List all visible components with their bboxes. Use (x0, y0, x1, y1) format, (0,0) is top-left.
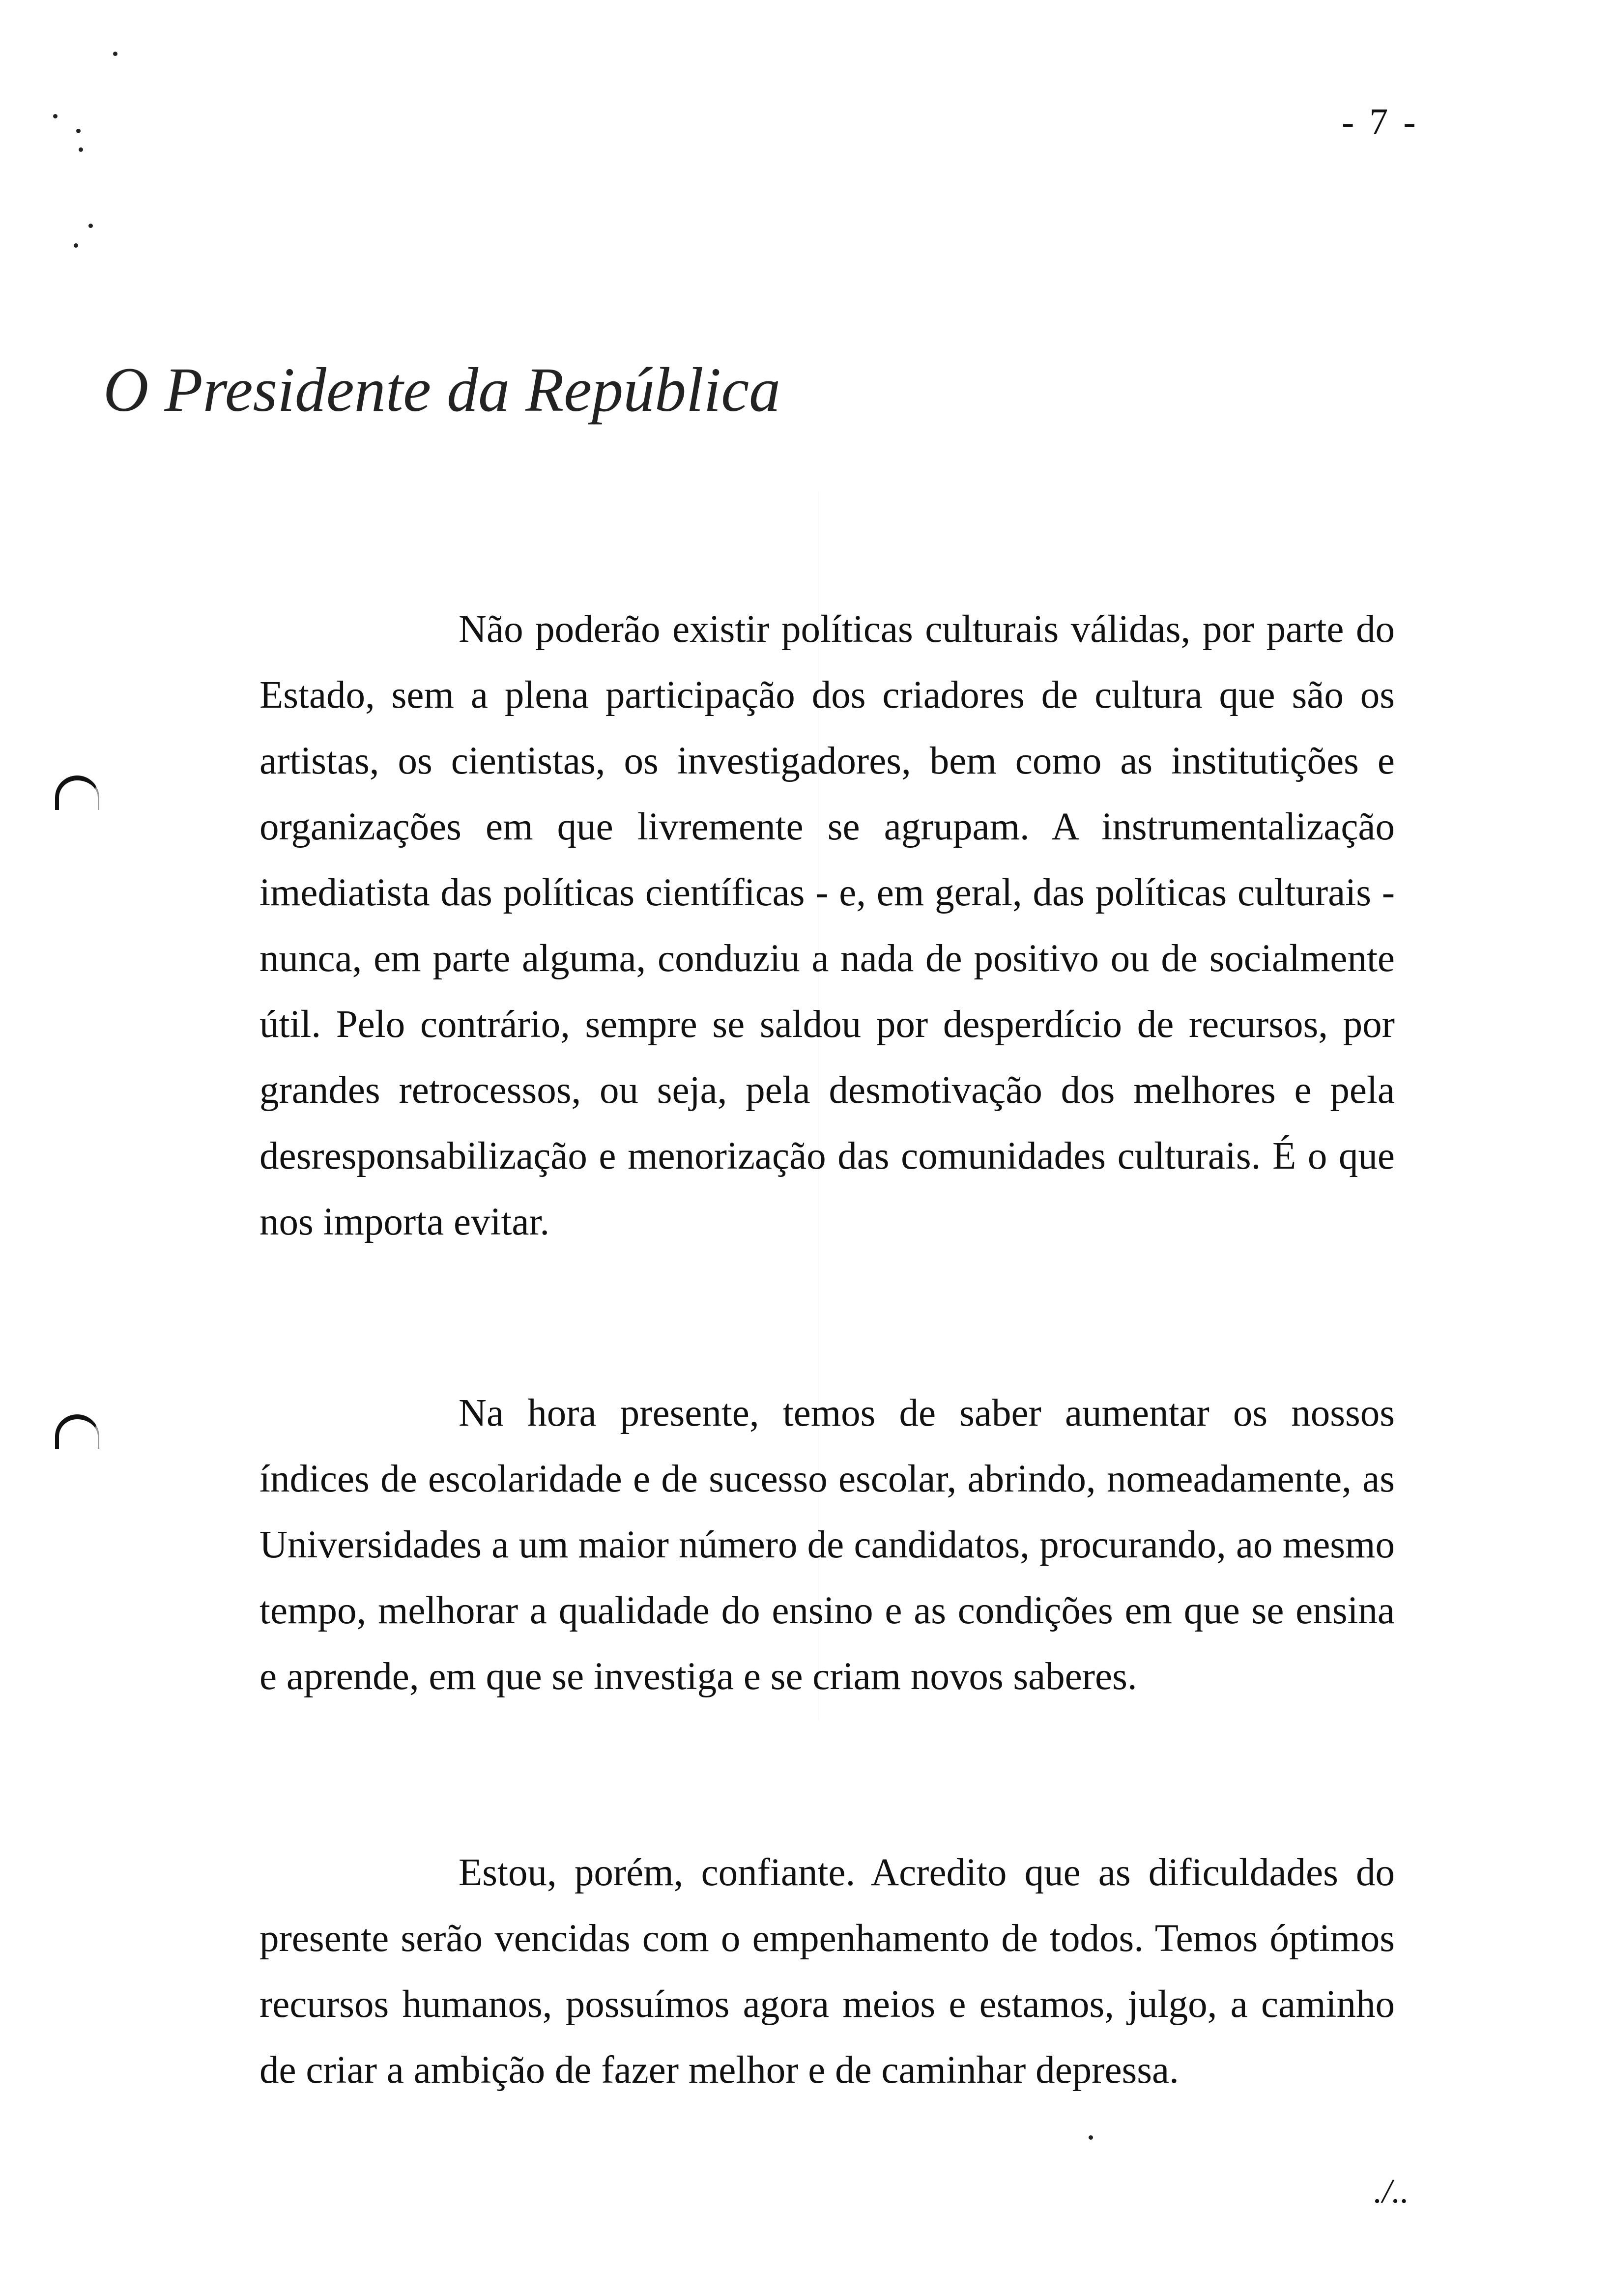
punch-hole-mark (55, 775, 99, 810)
scan-speck (1089, 2135, 1093, 2140)
scan-speck (53, 114, 58, 118)
body-paragraph: Não poderão existir políticas culturais válidas, por parte do Estado, sem a plena participação dos criadores de cultura que são os artistas, os cientistas, os investigadores, bem como as institutições e organizações em que livremente se agrupam. A instrumentalização imediatista das políticas científicas - e, em geral, das políticas culturais - nunca, em parte alguma, conduziu a nada de positivo ou de socialmente útil. Pelo contrário, sempre se saldou por desperdício de recursos, por grandes retrocessos, ou seja, pela desmotivação dos melhores e pela desresponsabilização e menorização das comunidades culturais. É o que nos importa evitar. (259, 608, 1395, 1243)
punch-hole-mark (55, 1414, 99, 1449)
page-number: - 7 - (1342, 101, 1419, 143)
body-paragraph: Na hora presente, temos de saber aumentar os nossos índices de escolaridade e de sucesso escolar, abrindo, nomeadamente, as Universidades a um maior número de candidatos, procurando, ao mesmo tempo, melhorar a qualidade do ensino e as condições em que se ensina e aprende, em que se investiga e se criam novos saberes. (259, 1392, 1395, 1698)
scan-speck (88, 224, 93, 228)
body-paragraph: Estou, porém, confiante. Acredito que as dificuldades do presente serão vencidas com o empenhamento de todos. Temos óptimos recursos humanos, possuímos agora meios e estamos, julgo, a caminho de criar a ambição de fazer melhor e de caminhar depressa. (259, 1851, 1395, 2092)
scan-speck (74, 243, 78, 248)
continuation-mark: ./.. (1374, 2173, 1409, 2210)
scan-speck (113, 52, 117, 56)
scan-speck (76, 129, 81, 133)
scan-speck (79, 147, 83, 152)
letterhead: O Presidente da República (103, 355, 780, 425)
